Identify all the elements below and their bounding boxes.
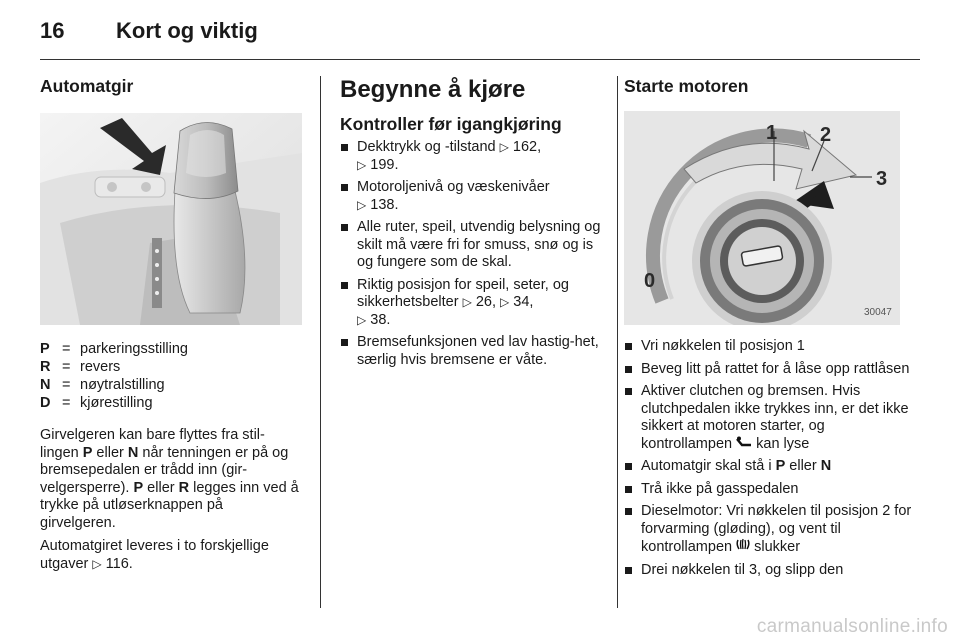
section-heading: Starte motoren: [624, 76, 749, 96]
list-item: Aktiver clutchen og bremsen. Hvis clutchpedalen ikke trykkes inn, er det ikke sikkert at motoren starter, og kontrollampen kan lyse: [624, 383, 914, 453]
definition-equals: =: [62, 359, 71, 375]
list-item: Beveg litt på rattet for å låse opp rattlåsen: [624, 361, 914, 379]
page-ref-arrow-icon: ▷: [357, 312, 367, 327]
list-item: Automatgir skal stå i P eller N: [624, 458, 914, 476]
page-reference-link[interactable]: 38.: [370, 311, 391, 328]
list-item: Dieselmotor: Vri nøkkelen til posisjon 2 for forvarming (gløding), og vent til kontrollampen slukker: [624, 503, 914, 557]
versions-paragraph: Automatgiret leveres i to forskjellige utgaver ▷ 116.: [40, 538, 269, 572]
page-reference-link[interactable]: 34,: [513, 294, 534, 310]
page-reference-link[interactable]: 138.: [370, 196, 399, 213]
page-header: [40, 18, 920, 48]
page-ref-arrow-icon: ▷: [499, 140, 509, 154]
list-item: Trå ikke på gasspedalen: [624, 481, 914, 499]
definition-key: N: [40, 377, 51, 393]
page-ref-arrow-icon: ▷: [92, 556, 102, 571]
glow-plug-icon: [736, 538, 750, 551]
page-ref-arrow-icon: ▷: [500, 295, 510, 309]
page-reference-link[interactable]: 116.: [105, 555, 133, 572]
column-automatgir: [40, 76, 302, 573]
page-reference-link[interactable]: 199.: [370, 156, 399, 173]
definition-value: nøytralstilling: [80, 377, 165, 393]
chapter-title: Kort og viktig: [116, 18, 258, 43]
page-number: 16: [40, 18, 65, 43]
page-reference-link[interactable]: 26,: [475, 294, 501, 310]
position-label: 3: [876, 168, 888, 190]
definition-row: [40, 394, 302, 412]
definition-row: [40, 358, 302, 376]
position-label: 1: [766, 122, 778, 144]
definition-key: R: [40, 359, 51, 375]
column-starte-motoren: [624, 76, 914, 579]
section-title: Begynne å kjøre: [340, 76, 526, 103]
definition-value: kjørestilling: [80, 395, 153, 411]
list-item: Alle ruter, speil, utvendig belysning og skilt må være fri for smuss, snø og is og fungere som de skal.: [340, 219, 610, 272]
page-reference-link[interactable]: 162,: [512, 139, 542, 155]
section-heading: Automatgir: [40, 76, 134, 96]
definition-equals: =: [62, 395, 71, 411]
definition-key: D: [40, 395, 51, 411]
ignition-switch-illustration: [624, 111, 900, 325]
list-item: Dekktrykk og -tilstand ▷ 162, ▷ 199.: [340, 139, 610, 174]
list-item: Riktig posisjon for speil, seter, og sikkerhetsbelter ▷ 26, ▷ 34, ▷ 38.: [340, 277, 610, 330]
column-begynne: [340, 76, 610, 369]
column-divider-2: [617, 76, 618, 608]
definition-value: parkeringsstilling: [80, 341, 188, 357]
position-label: 2: [820, 124, 832, 146]
column-divider-1: [320, 76, 321, 608]
gear-definitions: [40, 340, 302, 412]
page-ref-arrow-icon: ▷: [462, 295, 472, 309]
watermark: carmanualsonline.info: [756, 616, 948, 637]
definition-value: revers: [80, 359, 121, 375]
header-rule: [40, 59, 920, 60]
gear-selector-illustration: [40, 113, 302, 325]
gear-lock-paragraph: Girvelgeren kan bare flyttes fra stil-lingen P eller N når tenningen er på og bremsepedalen er trådd inn (gir-velgersperre). P eller R legges inn ved å trykke på utløserknappen på girvelgeren.: [40, 427, 299, 531]
definition-row: [40, 340, 302, 358]
definition-row: [40, 376, 302, 394]
figure-code: 30047: [864, 307, 892, 318]
list-item: Vri nøkkelen til posisjon 1: [624, 338, 914, 356]
list-item: Bremsefunksjonen ved lav hastig-het, særlig hvis bremsene er våte.: [340, 334, 610, 369]
list-item: Drei nøkkelen til 3, og slipp den: [624, 562, 914, 580]
definition-key: P: [40, 341, 50, 357]
start-instructions: [624, 338, 914, 579]
subheading: Kontroller før igangkjøring: [340, 114, 562, 134]
page-ref-arrow-icon: ▷: [357, 157, 367, 172]
clutch-warning-icon: [736, 436, 752, 448]
definition-equals: =: [62, 341, 71, 357]
list-item: Motoroljenivå og væskenivåer ▷ 138.: [340, 179, 610, 214]
position-label: 0: [644, 270, 656, 292]
definition-equals: =: [62, 377, 71, 393]
checklist: [340, 139, 610, 369]
page-ref-arrow-icon: ▷: [357, 197, 367, 212]
